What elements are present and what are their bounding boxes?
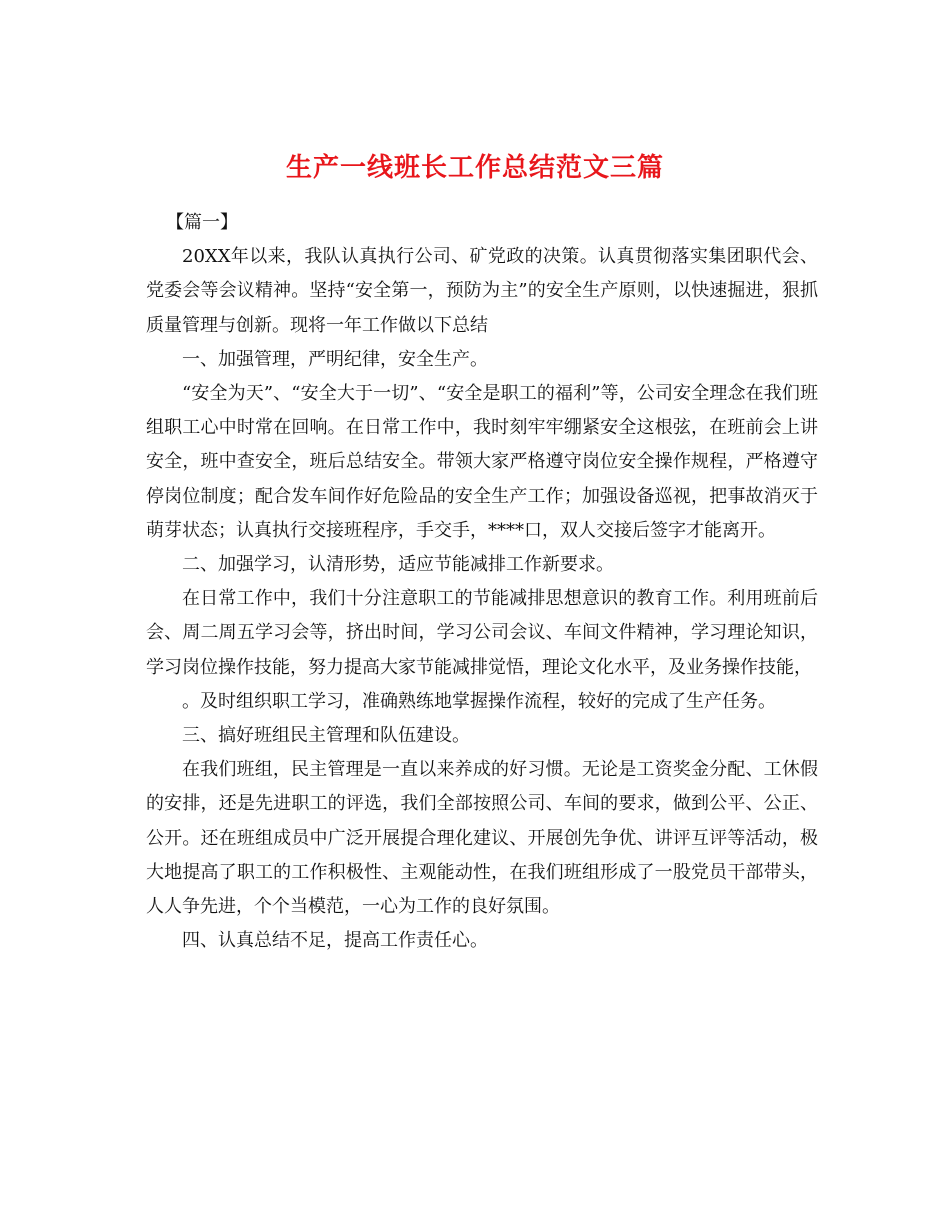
section-heading-2: 二、加强学习，认清形势，适应节能减排工作新要求。: [182, 554, 614, 576]
body-paragraph: “安全为天”、“安全大于一切”、“安全是职工的福利”等，公司安全理念在我们班组职工心中时常在回响。在日常工作中，我时刻牢牢绷紧安全这根弦，在班前会上讲安全，班中查安全，班后总结安全。带领大家严格遵守岗位安全操作规程，严格遵守停岗位制度；配合发车间作好危险品的安全生产工作；加强设备巡视，把事故消灭于萌芽状态；认真执行交接班程序，手交手，****口，双人交接后签字才能离开。: [146, 383, 818, 541]
section-tag: 【篇一】: [166, 212, 238, 233]
section-heading-3: 三、搞好班组民主管理和队伍建设。: [182, 725, 470, 747]
body-paragraph: 在日常工作中，我们十分注意职工的节能减排思想意识的教育工作。利用班前后会、周二周五学习会等，挤出时间，学习公司会议、车间文件精神，学习理论知识，学习岗位操作技能，努力提高大家节能减排觉悟，理论文化水平，及业务操作技能，: [146, 588, 818, 678]
intro-paragraph: 20XX年以来，我队认真执行公司、矿党政的决策。认真贯彻落实集团职代会、党委会等会议精神。坚持“安全第一，预防为主”的安全生产原则，以快速掘进，狠抓质量管理与创新。现将一年工作做以下总结: [146, 246, 818, 336]
document-body: [146, 206, 818, 958]
section-heading-1: 一、加强管理，严明纪律，安全生产。: [182, 348, 488, 370]
body-paragraph: 在我们班组，民主管理是一直以来养成的好习惯。无论是工资奖金分配、工休假的安排，还是先进职工的评选，我们全部按照公司、车间的要求，做到公平、公正、公开。还在班组成员中广泛开展提合理化建议、开展创先争优、讲评互评等活动，极大地提高了职工的工作积极性、主观能动性，在我们班组形成了一股党员干部带头，人人争先进，个个当模范，一心为工作的良好氛围。: [146, 759, 818, 918]
section-heading-4: 四、认真总结不足，提高工作责任心。: [182, 930, 488, 952]
document-title: 生产一线班长工作总结范文三篇: [285, 153, 664, 184]
body-paragraph: 。及时组织职工学习，准确熟练地掌握操作流程，较好的完成了生产任务。: [182, 690, 776, 712]
